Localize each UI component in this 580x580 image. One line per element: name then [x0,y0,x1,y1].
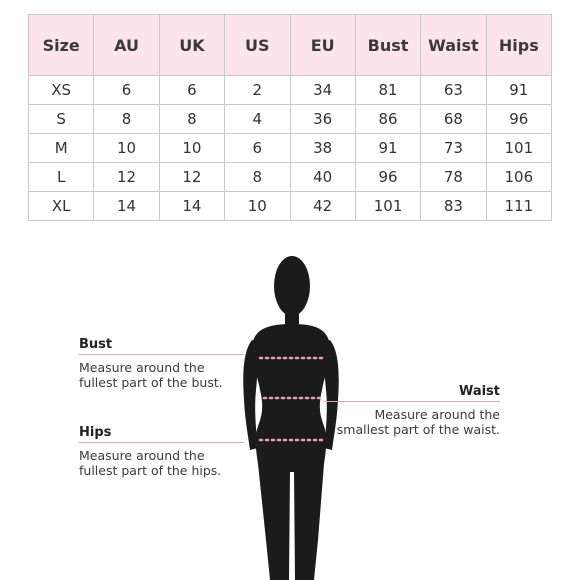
hips-guide-line1: Measure around the [79,448,205,463]
bust-guide-title: Bust [79,337,113,352]
table-cell: 8 [94,105,159,134]
hips-guide-title: Hips [79,425,112,440]
hips-guide [79,425,249,478]
table-cell: 38 [290,134,355,163]
table-cell: 101 [486,134,551,163]
table-cell: 10 [159,134,224,163]
table-cell: 111 [486,192,551,221]
bust-guide-line1: Measure around the [79,360,205,375]
hips-guide-line2: fullest part of the hips. [79,463,222,478]
table-row [29,76,552,105]
hips-guide-rule [79,442,244,443]
table-cell: 73 [421,134,486,163]
waist-guide-line1: Measure around the [374,407,500,422]
bust-guide-rule [79,354,244,355]
header-au: AU [94,15,159,76]
table-cell: 34 [290,76,355,105]
table-cell: 96 [486,105,551,134]
table-cell: 8 [225,163,290,192]
table-cell: 10 [94,134,159,163]
bust-guide [79,337,249,390]
table-cell: XL [29,192,94,221]
table-row [29,105,552,134]
waist-guide-line2: smallest part of the waist. [336,422,500,437]
header-us: US [225,15,290,76]
table-cell: 42 [290,192,355,221]
table-cell: 68 [421,105,486,134]
table-header-row [29,15,552,76]
table-row [29,163,552,192]
table-cell: 6 [94,76,159,105]
waist-guide-rule [325,401,500,402]
table-row [29,134,552,163]
table-cell: 40 [290,163,355,192]
table-cell: 14 [94,192,159,221]
table-cell: 12 [159,163,224,192]
table-cell: 4 [225,105,290,134]
size-chart-table [28,14,552,221]
header-bust: Bust [355,15,420,76]
table-cell: 63 [421,76,486,105]
header-hips: Hips [486,15,551,76]
table-cell: 36 [290,105,355,134]
waist-guide [325,384,500,437]
table-cell: 2 [225,76,290,105]
table-cell: 106 [486,163,551,192]
table-cell: L [29,163,94,192]
table-cell: 91 [355,134,420,163]
waist-guide-title: Waist [458,384,500,399]
table-cell: 10 [225,192,290,221]
header-waist: Waist [421,15,486,76]
table-cell: 96 [355,163,420,192]
table-cell: 91 [486,76,551,105]
header-uk: UK [159,15,224,76]
bust-guide-line2: fullest part of the bust. [79,375,223,390]
header-size: Size [29,15,94,76]
table-cell: 6 [159,76,224,105]
table-cell: 14 [159,192,224,221]
table-cell: XS [29,76,94,105]
table-cell: 101 [355,192,420,221]
table-cell: M [29,134,94,163]
table-row [29,192,552,221]
table-cell: 8 [159,105,224,134]
header-eu: EU [290,15,355,76]
table-cell: 78 [421,163,486,192]
table-cell: 6 [225,134,290,163]
table-cell: 83 [421,192,486,221]
table-cell: S [29,105,94,134]
table-cell: 12 [94,163,159,192]
table-cell: 81 [355,76,420,105]
table-cell: 86 [355,105,420,134]
